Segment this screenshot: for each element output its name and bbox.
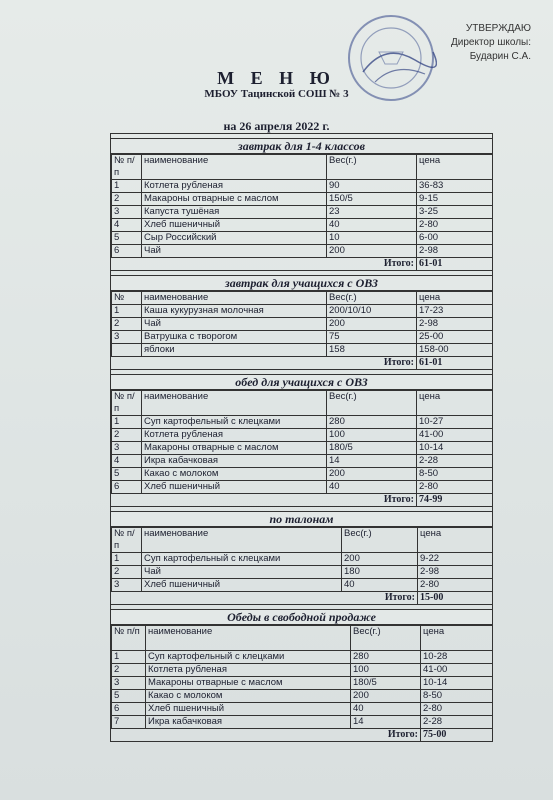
price-header: цена bbox=[418, 528, 493, 553]
dish-weight: 200 bbox=[327, 468, 417, 481]
dish-weight: 200 bbox=[342, 553, 418, 566]
dish-price: 2-98 bbox=[417, 318, 493, 331]
dish-weight: 200 bbox=[327, 245, 417, 258]
table-row bbox=[112, 690, 493, 703]
dish-name: Макароны отварные с маслом bbox=[146, 677, 351, 690]
dish-name: Чай bbox=[142, 245, 327, 258]
menu-table bbox=[111, 291, 493, 369]
row-number: 1 bbox=[112, 416, 142, 429]
dish-price: 2-98 bbox=[417, 245, 493, 258]
table-row bbox=[112, 442, 493, 455]
row-number: 3 bbox=[112, 331, 142, 344]
dish-weight: 40 bbox=[351, 703, 421, 716]
total-value: 61-01 bbox=[417, 357, 493, 370]
menu-date: на 26 апреля 2022 г. bbox=[223, 119, 330, 133]
table-row bbox=[112, 553, 493, 566]
dish-name: Котлета рубленая bbox=[146, 664, 351, 677]
menu-section bbox=[111, 506, 492, 604]
name-header: наименование bbox=[142, 155, 327, 180]
dish-weight: 200 bbox=[351, 690, 421, 703]
table-row bbox=[112, 651, 493, 664]
dish-weight: 40 bbox=[327, 219, 417, 232]
total-value: 15-00 bbox=[418, 592, 493, 605]
approval-block bbox=[451, 22, 531, 64]
table-row bbox=[112, 232, 493, 245]
name-header: наименование bbox=[142, 528, 342, 553]
dish-name: Макароны отварные с маслом bbox=[142, 442, 327, 455]
dish-name: Хлеб пшеничный bbox=[142, 579, 342, 592]
weight-header: Вес(г.) bbox=[342, 528, 418, 553]
weight-header: Вес(г.) bbox=[327, 155, 417, 180]
weight-header: Вес(г.) bbox=[327, 391, 417, 416]
approval-signer: Бударин С.А. bbox=[469, 51, 531, 62]
section-title: завтрак для 1-4 классов bbox=[111, 138, 492, 154]
dish-name: Котлета рубленая bbox=[142, 180, 327, 193]
table-row bbox=[112, 416, 493, 429]
table-header-row bbox=[112, 155, 493, 180]
name-header: наименование bbox=[142, 391, 327, 416]
frame-bottom-line bbox=[111, 741, 492, 742]
menu-section bbox=[111, 604, 492, 741]
row-number: 3 bbox=[112, 206, 142, 219]
table-row bbox=[112, 318, 493, 331]
approval-title: УТВЕРЖДАЮ bbox=[465, 23, 531, 34]
row-number: 6 bbox=[112, 481, 142, 494]
dish-weight: 200 bbox=[327, 318, 417, 331]
row-number: 1 bbox=[112, 180, 142, 193]
dish-weight: 40 bbox=[327, 481, 417, 494]
total-row bbox=[112, 592, 493, 605]
dish-name: Каша кукурузная молочная bbox=[142, 305, 327, 318]
total-row bbox=[112, 357, 493, 370]
table-header-row bbox=[112, 292, 493, 305]
menu-section bbox=[111, 270, 492, 369]
weight-header: Вес(г.) bbox=[327, 292, 417, 305]
dish-price: 2-80 bbox=[417, 219, 493, 232]
row-number: 2 bbox=[112, 318, 142, 331]
dish-price: 6-00 bbox=[417, 232, 493, 245]
total-row bbox=[112, 494, 493, 507]
dish-weight: 100 bbox=[351, 664, 421, 677]
dish-weight: 180 bbox=[342, 566, 418, 579]
row-number: 5 bbox=[112, 468, 142, 481]
section-title: Обеды в свободной продаже bbox=[111, 609, 492, 625]
row-number: 1 bbox=[112, 651, 146, 664]
dish-price: 9-22 bbox=[418, 553, 493, 566]
table-row bbox=[112, 331, 493, 344]
dish-name: Суп картофельный с клецками bbox=[142, 553, 342, 566]
price-header: цена bbox=[417, 292, 493, 305]
dish-price: 8-50 bbox=[417, 468, 493, 481]
table-row bbox=[112, 481, 493, 494]
num-header: № п/п bbox=[112, 528, 142, 553]
dish-name: Капуста тушёная bbox=[142, 206, 327, 219]
dish-name: Хлеб пшеничный bbox=[142, 219, 327, 232]
dish-name: Суп картофельный с клецками bbox=[146, 651, 351, 664]
dish-name: Ватрушка с творогом bbox=[142, 331, 327, 344]
dish-price: 9-15 bbox=[417, 193, 493, 206]
dish-price: 10-14 bbox=[417, 442, 493, 455]
dish-weight: 150/5 bbox=[327, 193, 417, 206]
page-title: М Е Н Ю bbox=[217, 68, 336, 88]
menu-table bbox=[111, 154, 493, 270]
row-number: 3 bbox=[112, 442, 142, 455]
dish-price: 10-28 bbox=[421, 651, 493, 664]
approval-position: Директор школы: bbox=[451, 37, 531, 48]
dish-name: Хлеб пшеничный bbox=[142, 481, 327, 494]
row-number: 1 bbox=[112, 553, 142, 566]
table-row bbox=[112, 566, 493, 579]
table-row bbox=[112, 193, 493, 206]
row-number: 3 bbox=[112, 677, 146, 690]
dish-weight: 14 bbox=[351, 716, 421, 729]
dish-name: Хлеб пшеничный bbox=[146, 703, 351, 716]
menu-section bbox=[111, 133, 492, 270]
dish-price: 158-00 bbox=[417, 344, 493, 357]
table-row bbox=[112, 664, 493, 677]
total-row bbox=[112, 729, 493, 742]
dish-weight: 180/5 bbox=[351, 677, 421, 690]
dish-name: Котлета рубленая bbox=[142, 429, 327, 442]
table-row bbox=[112, 579, 493, 592]
dish-weight: 10 bbox=[327, 232, 417, 245]
dish-price: 41-00 bbox=[417, 429, 493, 442]
menu-section bbox=[111, 369, 492, 506]
section-title: по талонам bbox=[111, 511, 492, 527]
dish-price: 2-28 bbox=[417, 455, 493, 468]
section-title: завтрак для учащихся с ОВЗ bbox=[111, 275, 492, 291]
total-row bbox=[112, 258, 493, 271]
table-row bbox=[112, 206, 493, 219]
dish-weight: 280 bbox=[351, 651, 421, 664]
dish-price: 3-25 bbox=[417, 206, 493, 219]
total-label: Итого: bbox=[383, 258, 414, 269]
row-number: 4 bbox=[112, 455, 142, 468]
dish-name: Какао с молоком bbox=[146, 690, 351, 703]
row-number: 6 bbox=[112, 703, 146, 716]
dish-price: 10-27 bbox=[417, 416, 493, 429]
dish-name: Икра кабачковая bbox=[146, 716, 351, 729]
table-row bbox=[112, 219, 493, 232]
table-header-row bbox=[112, 528, 493, 553]
dish-price: 8-50 bbox=[421, 690, 493, 703]
row-number: 6 bbox=[112, 245, 142, 258]
dish-name: Чай bbox=[142, 566, 342, 579]
num-header: № п/п bbox=[112, 626, 146, 651]
dish-price: 17-23 bbox=[417, 305, 493, 318]
dish-weight: 180/5 bbox=[327, 442, 417, 455]
table-row bbox=[112, 305, 493, 318]
dish-weight: 40 bbox=[342, 579, 418, 592]
dish-name: Чай bbox=[142, 318, 327, 331]
table-header-row bbox=[112, 626, 493, 651]
dish-name: Икра кабачковая bbox=[142, 455, 327, 468]
name-header: наименование bbox=[142, 292, 327, 305]
menu-table bbox=[111, 625, 493, 741]
dish-name: Сыр Российский bbox=[142, 232, 327, 245]
row-number: 2 bbox=[112, 664, 146, 677]
section-title: обед для учащихся с ОВЗ bbox=[111, 374, 492, 390]
name-header: наименование bbox=[146, 626, 351, 651]
total-label: Итого: bbox=[383, 357, 414, 368]
num-header: № bbox=[112, 292, 142, 305]
dish-weight: 14 bbox=[327, 455, 417, 468]
dish-weight: 75 bbox=[327, 331, 417, 344]
total-value: 74-99 bbox=[417, 494, 493, 507]
dish-price: 10-14 bbox=[421, 677, 493, 690]
table-row bbox=[112, 716, 493, 729]
price-header: цена bbox=[421, 626, 493, 651]
dish-name: Какао с молоком bbox=[142, 468, 327, 481]
dish-price: 2-80 bbox=[417, 481, 493, 494]
dish-price: 25-00 bbox=[417, 331, 493, 344]
total-value: 61-01 bbox=[417, 258, 493, 271]
table-row bbox=[112, 468, 493, 481]
table-row bbox=[112, 429, 493, 442]
table-row bbox=[112, 455, 493, 468]
dish-weight: 23 bbox=[327, 206, 417, 219]
row-number: 2 bbox=[112, 566, 142, 579]
row-number: 4 bbox=[112, 219, 142, 232]
menu-table bbox=[111, 527, 493, 604]
row-number: 7 bbox=[112, 716, 146, 729]
dish-price: 41-00 bbox=[421, 664, 493, 677]
dish-weight: 90 bbox=[327, 180, 417, 193]
table-row bbox=[112, 677, 493, 690]
dish-price: 2-28 bbox=[421, 716, 493, 729]
row-number: 3 bbox=[112, 579, 142, 592]
total-label: Итого: bbox=[384, 592, 415, 603]
row-number: 2 bbox=[112, 429, 142, 442]
num-header: № п/п bbox=[112, 391, 142, 416]
dish-name: Суп картофельный с клецками bbox=[142, 416, 327, 429]
dish-price: 2-80 bbox=[418, 579, 493, 592]
price-header: цена bbox=[417, 391, 493, 416]
row-number: 1 bbox=[112, 305, 142, 318]
table-row bbox=[112, 245, 493, 258]
dish-price: 2-98 bbox=[418, 566, 493, 579]
total-label: Итого: bbox=[383, 494, 414, 505]
school-name: МБОУ Тацинской СОШ № 3 bbox=[204, 88, 349, 100]
dish-price: 36-83 bbox=[417, 180, 493, 193]
dish-weight: 200/10/10 bbox=[327, 305, 417, 318]
total-value: 75-00 bbox=[421, 729, 493, 742]
menu-table bbox=[111, 390, 493, 506]
row-number: 5 bbox=[112, 232, 142, 245]
table-header-row bbox=[112, 391, 493, 416]
row-number bbox=[112, 344, 142, 357]
dish-price: 2-80 bbox=[421, 703, 493, 716]
dish-weight: 100 bbox=[327, 429, 417, 442]
dish-weight: 280 bbox=[327, 416, 417, 429]
table-row bbox=[112, 703, 493, 716]
price-header: цена bbox=[417, 155, 493, 180]
row-number: 5 bbox=[112, 690, 146, 703]
table-row bbox=[112, 180, 493, 193]
row-number: 2 bbox=[112, 193, 142, 206]
dish-weight: 158 bbox=[327, 344, 417, 357]
total-label: Итого: bbox=[387, 729, 418, 740]
table-row bbox=[112, 344, 493, 357]
menu-frame bbox=[110, 133, 493, 742]
weight-header: Вес(г.) bbox=[351, 626, 421, 651]
num-header: № п/п bbox=[112, 155, 142, 180]
dish-name: яблоки bbox=[142, 344, 327, 357]
dish-name: Макароны отварные с маслом bbox=[142, 193, 327, 206]
